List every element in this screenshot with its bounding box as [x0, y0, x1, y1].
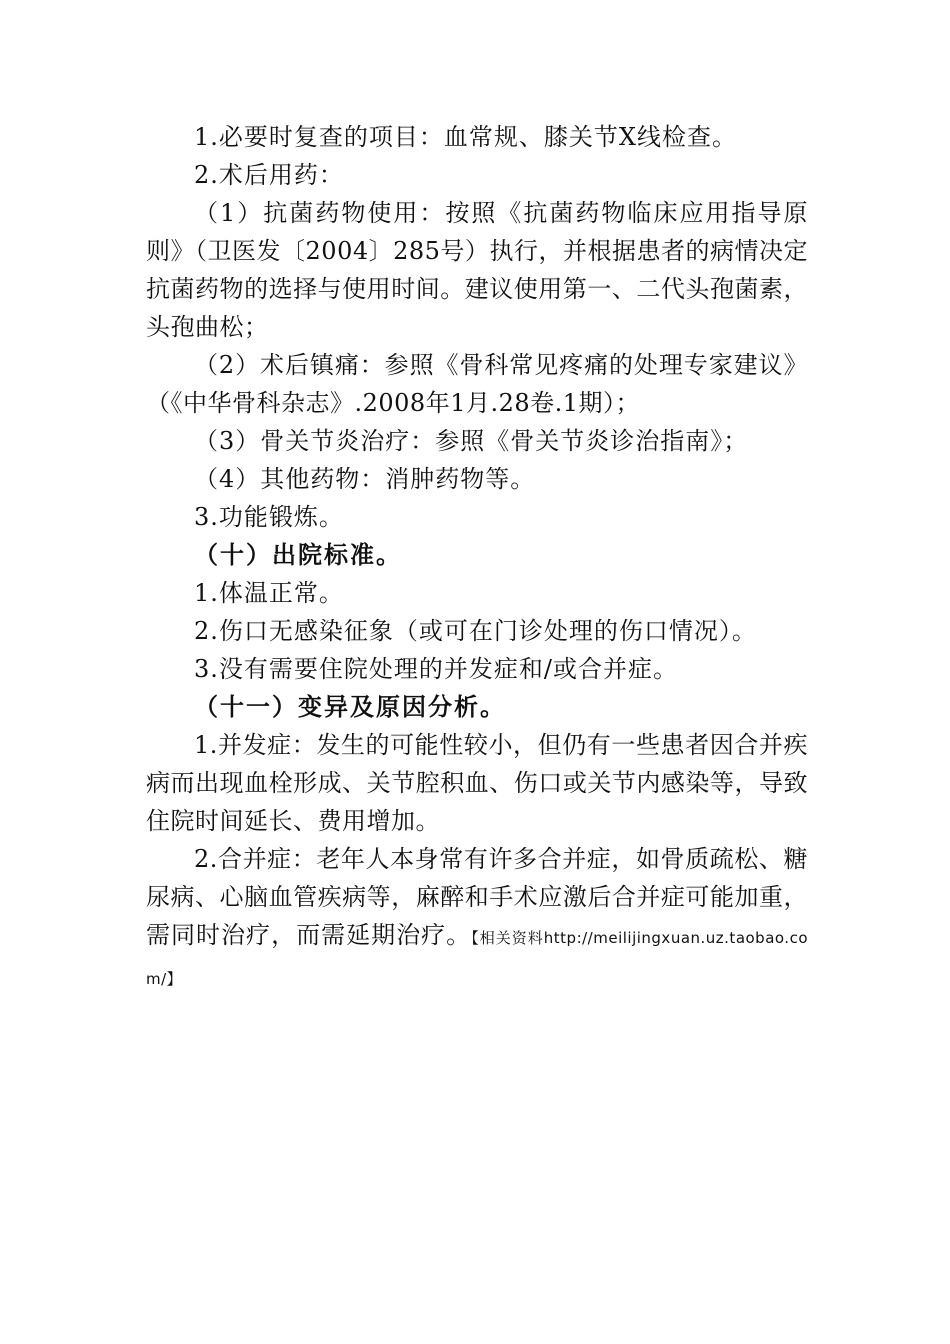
- paragraph-recheck-items: 1.必要时复查的项目：血常规、膝关节X线检查。: [194, 123, 737, 151]
- paragraph-rehab: 3.功能锻炼。: [194, 503, 344, 531]
- reference-note: 【相关资料http://meilijingxuan.uz.taobao.com/】: [146, 929, 809, 988]
- paragraph-complications: 1.并发症：发生的可能性较小，但仍有一些患者因合并疾病而出现血栓形成、关节腔积血、伤口或关节内感染等，导致住院时间延长、费用增加。: [146, 731, 808, 835]
- comorbidities-text: 2.合并症：老年人本身常有许多合并症，如骨质疏松、糖尿病、心脑血管疾病等，麻醉和手术应激后合并症可能加重，需同时治疗，而需延期治疗。: [146, 845, 808, 949]
- paragraph-temperature: 1.体温正常。: [194, 579, 344, 607]
- paragraph-wound: 2.伤口无感染征象（或可在门诊处理的伤口情况）。: [194, 617, 757, 645]
- paragraph-other-drugs: （4）其他药物：消肿药物等。: [194, 465, 536, 493]
- document-page: [146, 118, 808, 998]
- paragraph-analgesia: （2）术后镇痛：参照《骨科常见疼痛的处理专家建议》（《中华骨科杂志》.2008年1月.28卷.1期）；: [146, 351, 808, 417]
- paragraph-postop-medication: 2.术后用药：: [194, 161, 344, 189]
- paragraph-complications-none: 3.没有需要住院处理的并发症和/或合并症。: [194, 655, 678, 683]
- heading-variation-analysis: （十一）变异及原因分析。: [194, 693, 506, 721]
- paragraph-antibiotics: （1）抗菌药物使用：按照《抗菌药物临床应用指导原则》（卫医发〔2004〕285号）执行，并根据患者的病情决定抗菌药物的选择与使用时间。建议使用第一、二代头孢菌素，头孢曲松；: [146, 199, 808, 341]
- paragraph-osteoarthritis: （3）骨关节炎治疗：参照《骨关节炎诊治指南》；: [194, 427, 749, 455]
- paragraph-comorbidities: [146, 840, 808, 998]
- heading-discharge-criteria: （十）出院标准。: [194, 541, 402, 569]
